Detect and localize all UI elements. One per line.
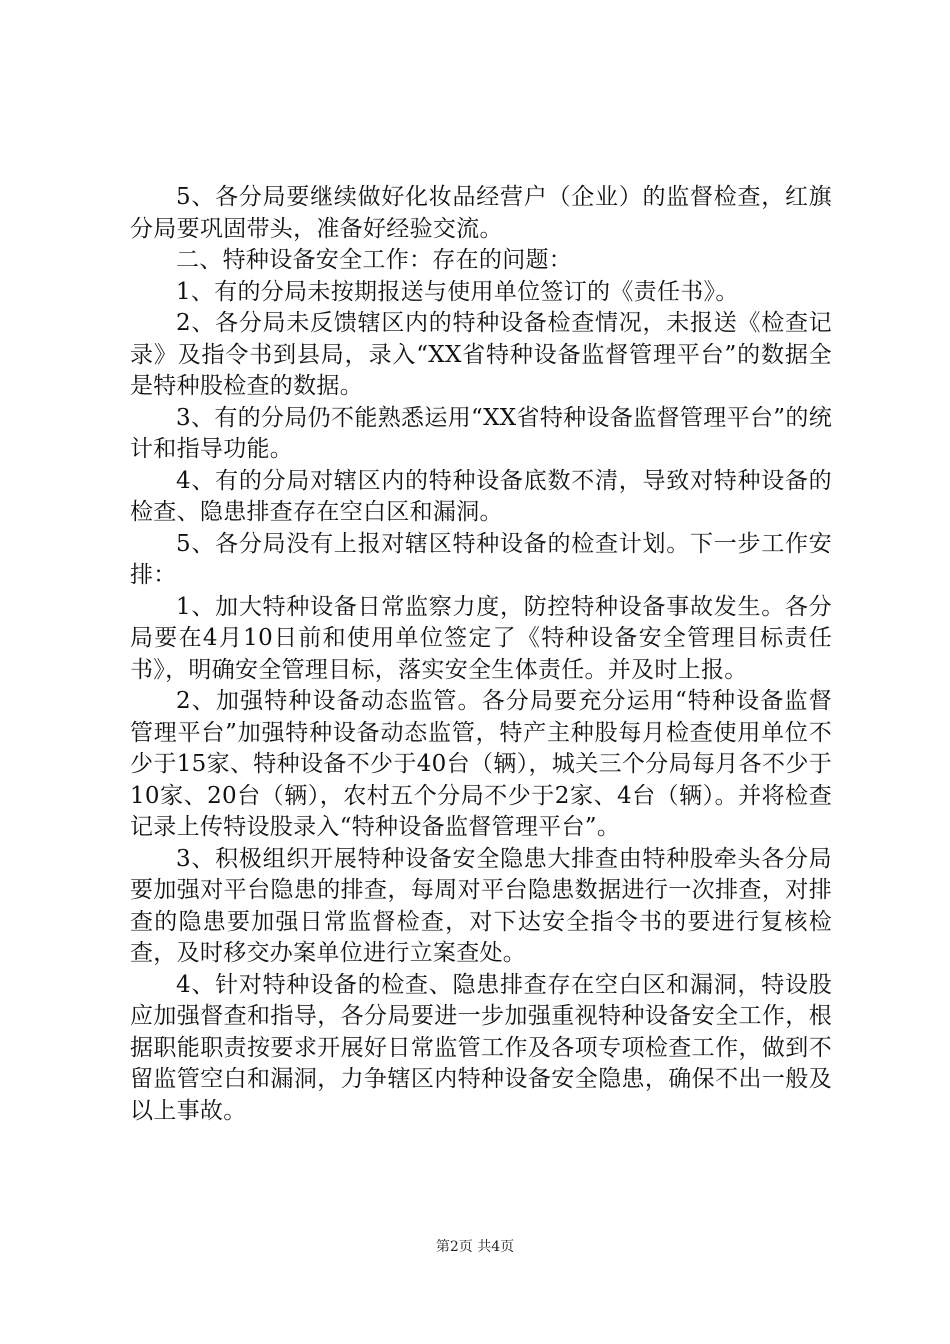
paragraph-plan-3: 3、积极组织开展特种设备安全隐患大排查由特种股牵头各分局要加强对平台隐患的排查，每周对平台隐患数据进行一次排查，对排查的隐患要加强日常监督检查，对下达安全指令书的要进行复核检查，及时移交办案单位进行立案查处。 bbox=[130, 845, 832, 966]
paragraph-problem-1: 1、有的分局未按期报送与使用单位签订的《责任书》。 bbox=[176, 278, 739, 305]
paragraph-plan-2: 2、加强特种设备动态监管。各分局要充分运用“特种设备监督管理平台”加强特种设备动态监管，特产主种股每月检查使用单位不少于15家、特种设备不少于40台（辆），城关三个分局每月各不少于10家、20台（辆），农村五个分局不少于2家、4台（辆）。并将检查记录上传特设股录入“特种设备监督管理平台”。 bbox=[130, 688, 832, 840]
paragraph-problem-4: 4、有的分局对辖区内的特种设备底数不清，导致对特种设备的检查、隐患排查存在空白区和漏洞。 bbox=[130, 467, 832, 525]
document-body bbox=[130, 182, 832, 1127]
paragraph-cosmetics-inspection: 5、各分局要继续做好化妆品经营户（企业）的监督检查，红旗分局要巩固带头，准备好经验交流。 bbox=[130, 184, 832, 242]
paragraph-problem-2: 2、各分局未反馈辖区内的特种设备检查情况，未报送《检查记录》及指令书到县局，录入“XX省特种设备监督管理平台”的数据全是特种股检查的数据。 bbox=[130, 310, 832, 399]
paragraph-section-heading-special-equipment: 二、特种设备安全工作：存在的问题： bbox=[176, 247, 573, 273]
page-number-footer: 第2页 共4页 bbox=[435, 1239, 515, 1255]
paragraph-problem-3: 3、有的分局仍不能熟悉运用“XX省特种设备监督管理平台”的统计和指导功能。 bbox=[130, 404, 832, 462]
paragraph-plan-1: 1、加大特种设备日常监察力度，防控特种设备事故发生。各分局要在4月10日前和使用单位签定了《特种设备安全管理目标责任书》，明确安全管理目标，落实安全生体责任。并及时上报。 bbox=[130, 593, 832, 683]
paragraph-problem-5: 5、各分局没有上报对辖区特种设备的检查计划。下一步工作安排： bbox=[130, 530, 832, 588]
paragraph-plan-4: 4、针对特种设备的检查、隐患排查存在空白区和漏洞，特设股应加强督查和指导，各分局要进一步加强重视特种设备安全工作，根据职能职责按要求开展好日常监管工作及各项专项检查工作，做到不留监管空白和漏洞，力争辖区内特种设备安全隐患，确保不出一般及以上事故。 bbox=[130, 971, 832, 1124]
